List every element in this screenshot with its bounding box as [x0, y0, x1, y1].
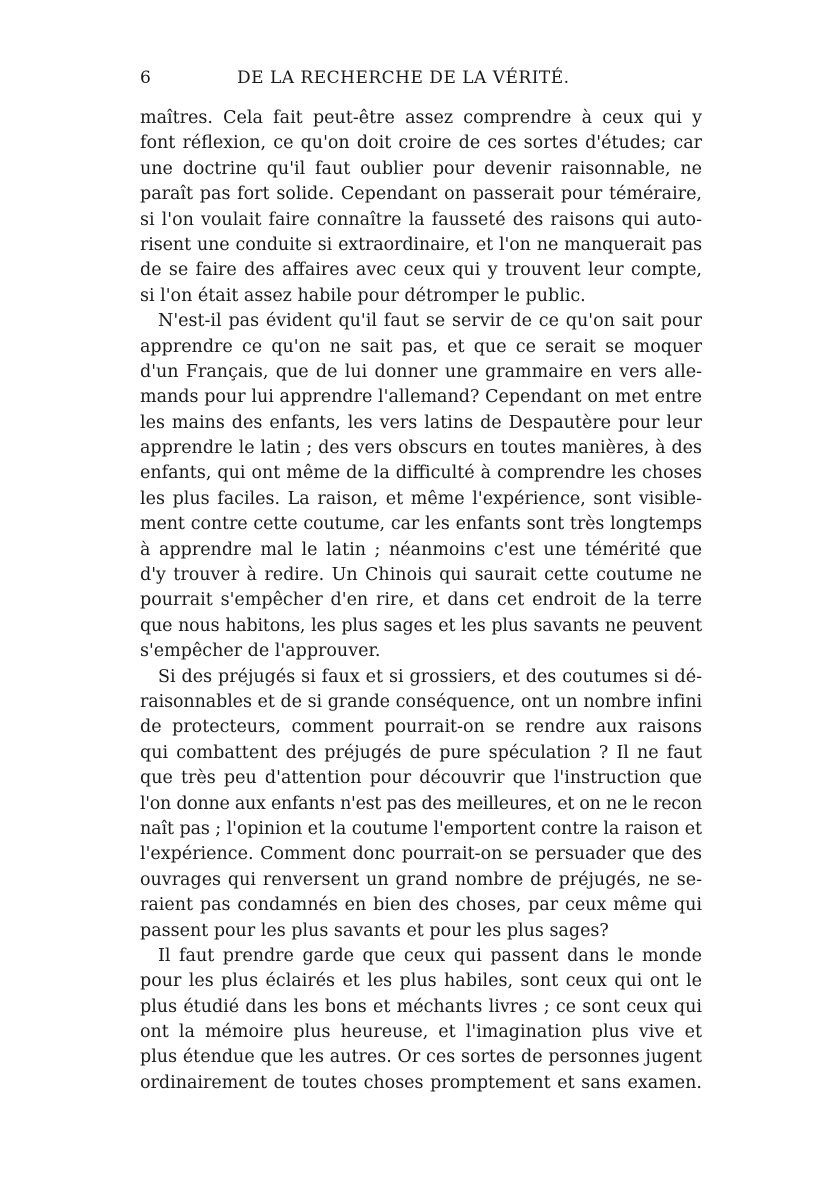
- text-line: Si des préjugés si faux et si grossiers, et des coutumes si dé-: [158, 666, 702, 687]
- text-line: ordinairement de toutes choses promptement et sans examen.: [140, 1072, 702, 1093]
- text-line: d'y trouver à redire. Un Chinois qui saurait cette coutume ne: [140, 565, 702, 586]
- text-line: que très peu d'attention pour découvrir que l'instruction que: [140, 768, 702, 789]
- text-line: maîtres. Cela fait peut-être assez comprendre à ceux qui y: [140, 108, 702, 128]
- text-line: que nous habitons, les plus sages et les plus savants ne peuvent: [140, 615, 702, 636]
- running-title: DE LA RECHERCHE DE LA VÉRITÉ.: [237, 68, 570, 88]
- text-line: les mains des enfants, les vers latins de Despautère pour leur: [140, 412, 702, 433]
- text-line: apprendre ce qu'on ne sait pas, et que ce serait se moquer: [140, 336, 702, 357]
- text-line: ont la mémoire plus heureuse, et l'imagination plus vive et: [140, 1022, 702, 1043]
- text-line: raient pas condamnés en bien des choses, par ceux même qui: [140, 895, 702, 916]
- text-line: passent pour les plus savants et pour les plus sages?: [140, 920, 609, 941]
- page-header: [140, 68, 702, 96]
- text-line: plus étudié dans les bons et méchants livres ; ce sont ceux qui: [140, 996, 702, 1017]
- text-line: raisonnables et de si grande conséquence, ont un nombre infini: [140, 691, 702, 712]
- text-line: ouvrages qui renversent un grand nombre de préjugés, ne se-: [140, 869, 702, 890]
- text-line: de protecteurs, comment pourrait-on se rendre aux raisons: [140, 717, 702, 738]
- text-line: enfants, qui ont même de la difficulté à comprendre les choses: [140, 463, 702, 484]
- text-line: font réflexion, ce qu'on doit croire de ces sortes d'études; car: [140, 133, 702, 154]
- text-line: l'expérience. Comment donc pourrait-on se persuader que des: [140, 844, 702, 865]
- text-line: pour les plus éclairés et les plus habiles, sont ceux qui ont le: [140, 971, 702, 992]
- page-number: 6: [140, 68, 152, 88]
- text-line: N'est-il pas évident qu'il faut se servir de ce qu'on sait pour: [158, 311, 702, 332]
- text-line: naît pas ; l'opinion et la coutume l'emportent contre la raison et: [140, 818, 702, 839]
- text-line: paraît pas fort solide. Cependant on passerait pour téméraire,: [140, 184, 702, 205]
- text-line: si l'on voulait faire connaître la fausseté des raisons qui auto-: [140, 209, 702, 230]
- text-line: qui combattent des préjugés de pure spéculation ? Il ne faut: [140, 742, 702, 763]
- text-line: les plus faciles. La raison, et même l'expérience, sont visible-: [140, 488, 702, 509]
- text-line: l'on donne aux enfants n'est pas des meilleures, et on ne le recon: [140, 793, 702, 814]
- text-line: s'empêcher de l'approuver.: [140, 641, 381, 662]
- text-line: apprendre le latin ; des vers obscurs en toutes manières, à des: [140, 438, 702, 459]
- text-line: pourrait s'empêcher d'en rire, et dans cet endroit de la terre: [140, 590, 702, 611]
- text-line: une doctrine qu'il faut oublier pour devenir raisonnable, ne: [140, 158, 702, 179]
- text-line: mands pour lui apprendre l'allemand? Cependant on met entre: [140, 387, 702, 408]
- text-line: risent une conduite si extraordinaire, et l'on ne manquerait pas: [140, 234, 702, 255]
- body-text: [140, 106, 702, 1096]
- text-line: d'un Français, que de lui donner une grammaire en vers alle-: [140, 361, 702, 382]
- text-line: plus étendue que les autres. Or ces sortes de personnes jugent: [140, 1047, 702, 1068]
- text-line: si l'on était assez habile pour détromper le public.: [140, 285, 586, 306]
- text-line: à apprendre mal le latin ; néanmoins c'est une témérité que: [140, 539, 702, 560]
- text-line: Il faut prendre garde que ceux qui passent dans le monde: [158, 945, 702, 966]
- text-line: de se faire des affaires avec ceux qui y trouvent leur compte,: [140, 260, 702, 281]
- text-line: ment contre cette coutume, car les enfants sont très longtemps: [140, 514, 702, 535]
